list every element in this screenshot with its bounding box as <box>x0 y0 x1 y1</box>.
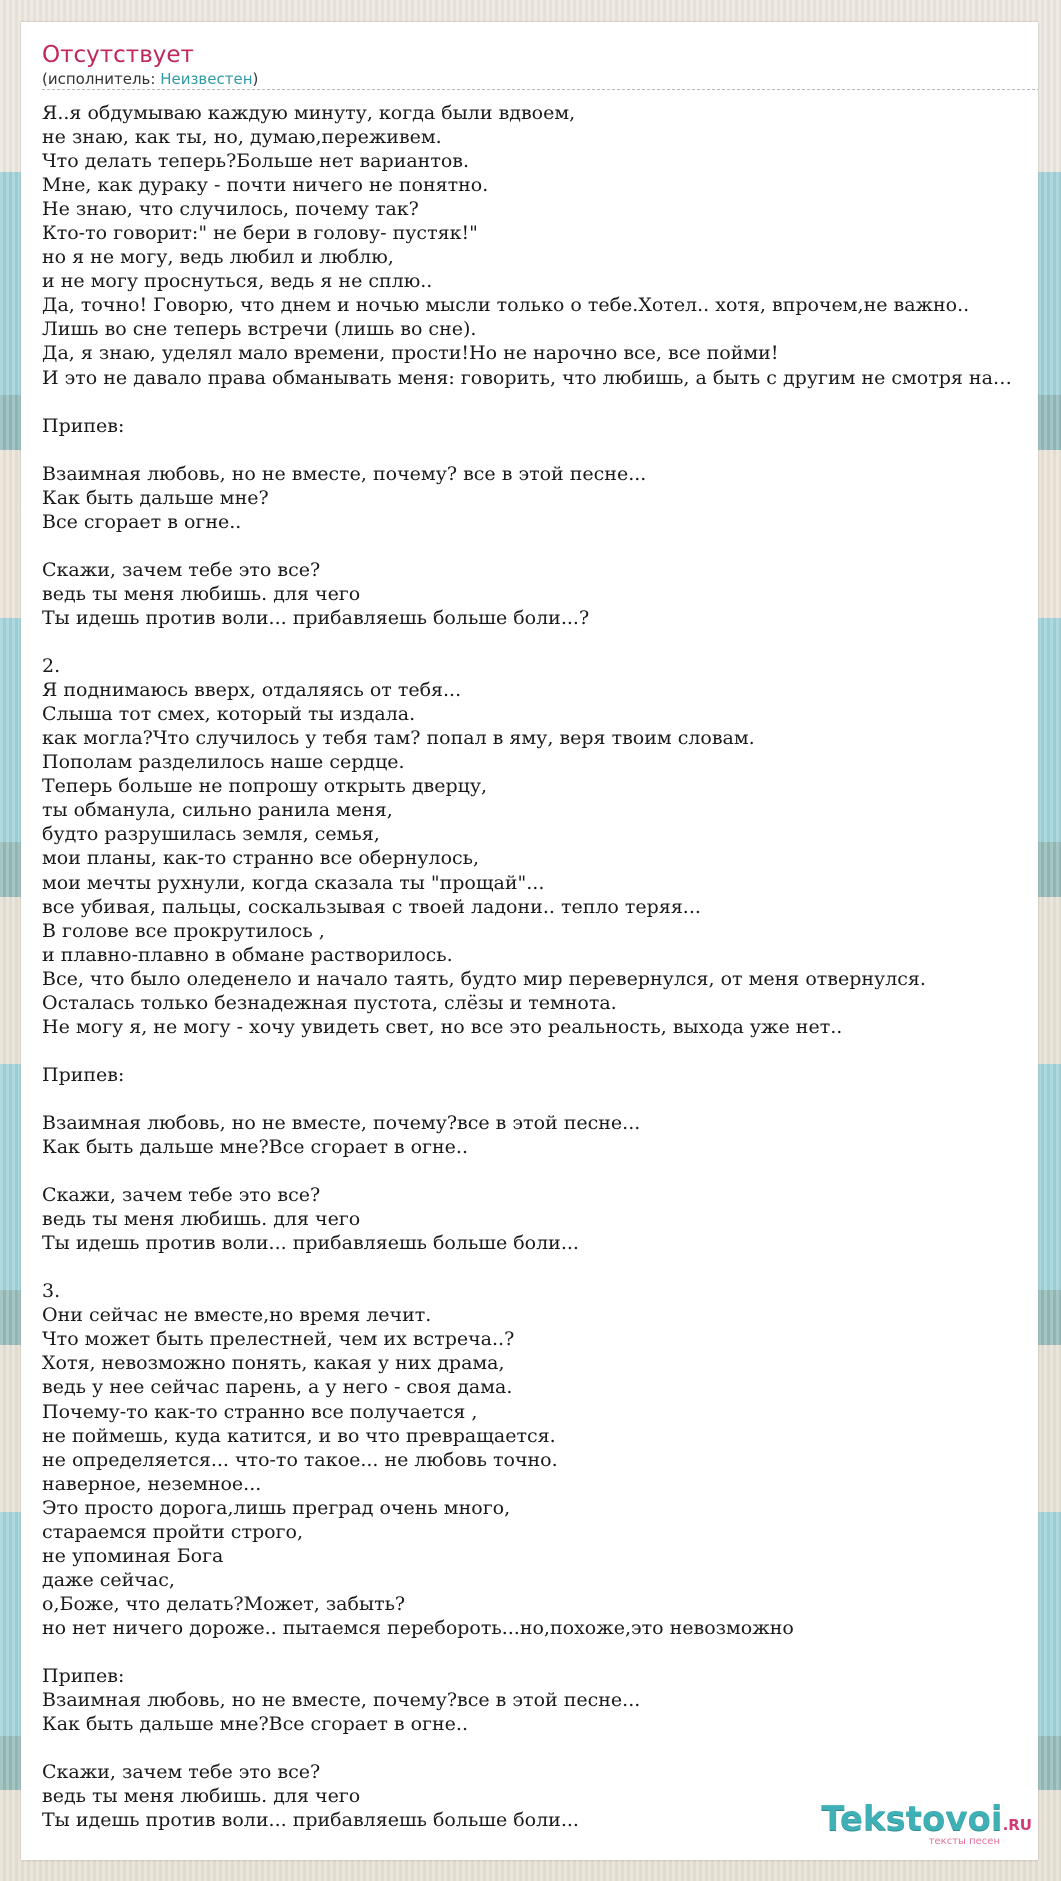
lyric-line: 3. <box>42 1280 61 1303</box>
lyric-line: Взаимная любовь, но не вместе, почему? все в этой песне... <box>42 462 647 485</box>
lyric-line: Скажи, зачем тебе это все? <box>42 1761 321 1784</box>
lyric-line: ведь у нее сейчас парень, а у него - своя дама. <box>42 1376 513 1399</box>
lyric-line: ведь ты меня любишь. для чего <box>42 582 361 605</box>
lyric-line: 2. <box>42 655 61 678</box>
lyric-line: не знаю, как ты, но, думаю,переживем. <box>42 126 442 149</box>
lyric-line <box>42 1159 1038 1183</box>
lyric-line: Припев: <box>42 1665 125 1688</box>
site-logo[interactable] <box>821 1799 1032 1847</box>
lyric-line: Я поднимаюсь вверх, отдаляясь от тебя... <box>42 679 462 702</box>
lyric-line <box>42 1255 1038 1279</box>
lyric-line <box>42 534 1038 558</box>
lyric-line: Все сгорает в огне.. <box>42 510 242 533</box>
lyric-line: Как быть дальше мне?Все сгорает в огне.. <box>42 1713 468 1736</box>
lyric-line: Это просто дорога,лишь преград очень много, <box>42 1496 511 1519</box>
lyric-line: Хотя, невозможно понять, какая у них драма, <box>42 1352 505 1375</box>
lyric-line <box>42 390 1038 414</box>
lyrics-card <box>21 22 1038 1860</box>
lyric-line: Как быть дальше мне?Все сгорает в огне.. <box>42 1136 468 1159</box>
lyric-line: мои планы, как-то странно все обернулось, <box>42 847 480 870</box>
lyric-line <box>42 630 1038 654</box>
lyric-line: Как быть дальше мне? <box>42 486 269 509</box>
lyric-line: Мне, как дураку - почти ничего не понятно. <box>42 174 489 197</box>
lyric-line: Ты идешь против воли... прибавляешь больше боли... <box>42 1232 579 1255</box>
lyric-line: но я не могу, ведь любил и люблю, <box>42 246 394 269</box>
lyric-line: Что делать теперь?Больше нет вариантов. <box>42 150 470 173</box>
lyric-line: Скажи, зачем тебе это все? <box>42 558 321 581</box>
lyric-line <box>42 1640 1038 1664</box>
lyric-line: Почему-то как-то странно все получается , <box>42 1400 478 1423</box>
lyric-line: ведь ты меня любишь. для чего <box>42 1208 361 1231</box>
lyric-line: Да, я знаю, уделял мало времени, прости!Но не нарочно все, все пойми! <box>42 342 779 365</box>
lyric-line: не поймешь, куда катится, и во что превращается. <box>42 1424 556 1447</box>
lyric-line: Пополам разделилось наше сердце. <box>42 751 405 774</box>
lyric-line <box>42 1039 1038 1063</box>
lyric-line: все убивая, пальцы, соскальзывая с твоей ладони.. тепло теряя... <box>42 895 701 918</box>
lyric-line: ведь ты меня любишь. для чего <box>42 1785 361 1808</box>
logo-tld: .RU <box>1002 1816 1032 1834</box>
lyric-line: Ты идешь против воли... прибавляешь больше боли... <box>42 1809 579 1832</box>
lyric-line: и плавно-плавно в обмане растворилось. <box>42 943 453 966</box>
lyric-line: Да, точно! Говорю, что днем и ночью мысли только о тебе.Хотел.. хотя, впрочем,не важно.. <box>42 294 970 317</box>
lyric-line: но нет ничего дороже.. пытаемся перебороть...но,похоже,это невозможно <box>42 1616 794 1639</box>
lyrics-body <box>42 101 1038 1832</box>
lyric-line: стараемся пройти строго, <box>42 1520 303 1543</box>
artist-prefix: (исполнитель: <box>42 70 161 88</box>
lyric-line: Припев: <box>42 414 125 437</box>
artist-line <box>42 70 1038 89</box>
lyric-line: не упоминая Бога <box>42 1544 224 1567</box>
song-title: Отсутствует <box>42 42 194 68</box>
lyric-line: Лишь во сне теперь встречи (лишь во сне). <box>42 318 477 341</box>
lyric-line: В голове все прокрутилось , <box>42 919 325 942</box>
song-header <box>42 40 1038 90</box>
lyric-line: И это не давало права обманывать меня: говорить, что любишь, а быть с другим не смотря на… <box>42 366 1012 389</box>
lyric-line: не определяется... что-то такое... не любовь точно. <box>42 1448 558 1471</box>
lyric-line: о,Боже, что делать?Может, забыть? <box>42 1592 406 1615</box>
lyric-line <box>42 1736 1038 1760</box>
lyric-line: Слыша тот смех, который ты издала. <box>42 703 416 726</box>
artist-link[interactable]: Неизвестен <box>160 70 253 88</box>
lyric-line: Скажи, зачем тебе это все? <box>42 1184 321 1207</box>
lyric-line: Кто-то говорит:" не бери в голову- пустяк!" <box>42 222 478 245</box>
lyric-line: Припев: <box>42 1063 125 1086</box>
lyric-line <box>42 1087 1038 1111</box>
lyric-line: Взаимная любовь, но не вместе, почему?все в этой песне... <box>42 1689 641 1712</box>
lyric-line: Они сейчас не вместе,но время лечит. <box>42 1304 432 1327</box>
logo-tagline: тексты песен <box>928 1836 1000 1847</box>
lyric-line: Теперь больше не попрошу открыть дверцу, <box>42 775 488 798</box>
lyric-line: Что может быть прелестней, чем их встреча..? <box>42 1328 515 1351</box>
lyric-line: ты обманула, сильно ранила меня, <box>42 799 393 822</box>
lyric-line: как могла?Что случилось у тебя там? попал в яму, веря твоим словам. <box>42 727 755 750</box>
lyric-line: будто разрушилась земля, семья, <box>42 823 380 846</box>
artist-suffix: ) <box>252 70 259 88</box>
lyric-line: Все, что было оледенело и начало таять, будто мир перевернулся, от меня отвернулся. <box>42 967 926 990</box>
lyric-line: Не знаю, что случилось, почему так? <box>42 198 419 221</box>
lyric-line: даже сейчас, <box>42 1568 175 1591</box>
lyric-line: наверное, неземное... <box>42 1472 262 1495</box>
lyric-line: Осталась только безнадежная пустота, слёзы и темнота. <box>42 991 617 1014</box>
lyric-line: Не могу я, не могу - хочу увидеть свет, но все это реальность, выхода уже нет.. <box>42 1015 843 1038</box>
lyric-line <box>42 438 1038 462</box>
lyric-line: Я..я обдумываю каждую минуту, когда были вдвоем, <box>42 102 576 124</box>
lyric-line: Ты идешь против воли... прибавляешь больше боли...? <box>42 606 590 629</box>
lyric-line: Взаимная любовь, но не вместе, почему?все в этой песне... <box>42 1111 641 1134</box>
logo-wordmark: Tekstovoi <box>821 1799 1003 1839</box>
lyric-line: мои мечты рухнули, когда сказала ты "прощай"... <box>42 871 545 894</box>
lyric-line: и не могу проснуться, ведь я не сплю.. <box>42 270 433 293</box>
